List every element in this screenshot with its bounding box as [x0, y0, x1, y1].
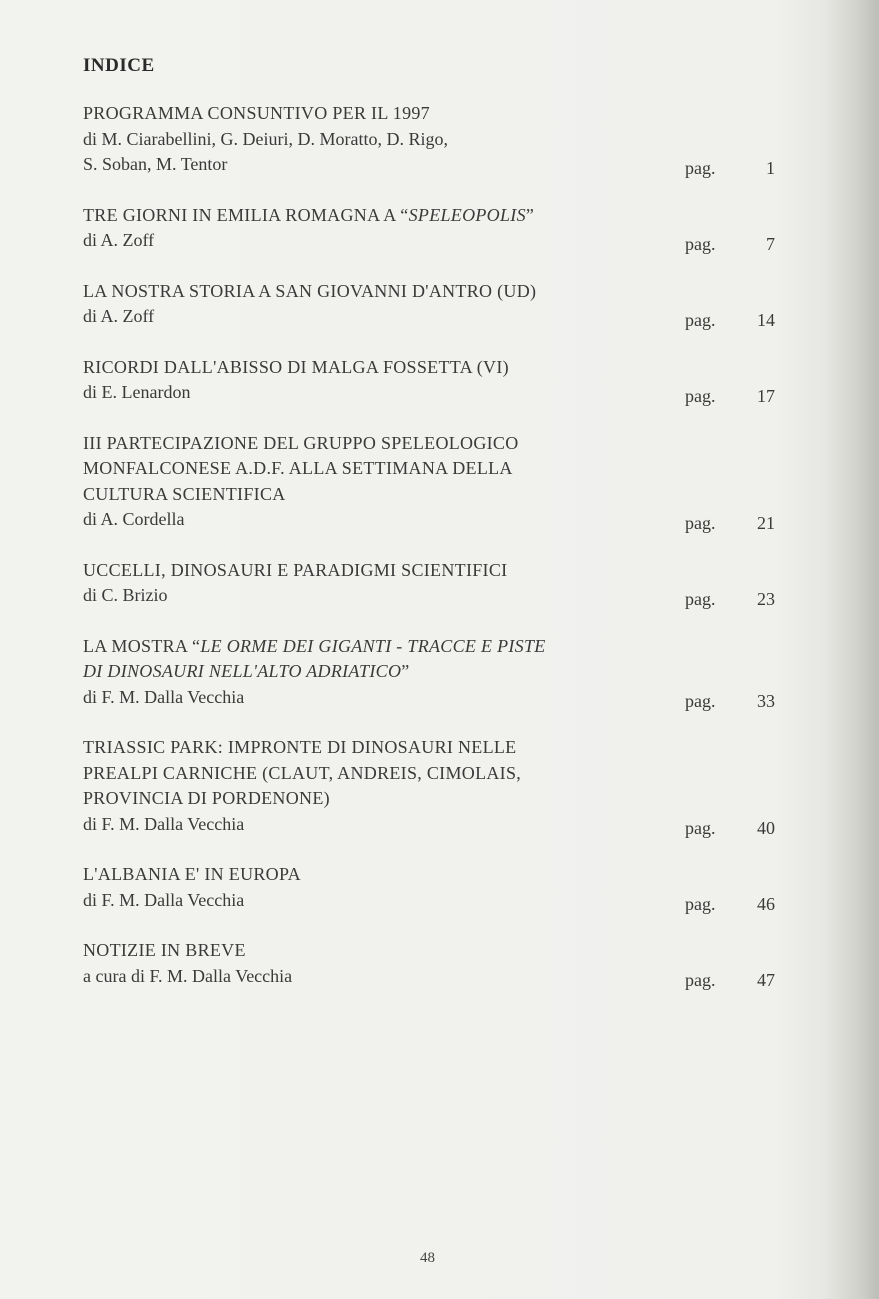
page-label: pag. [685, 969, 716, 990]
entry-title: III PARTECIPAZIONE DEL GRUPPO SPELEOLOGICO [83, 432, 519, 453]
title-text: ” [525, 204, 535, 225]
toc-entry [83, 431, 775, 533]
entry-title: MONFALCONESE A.D.F. ALLA SETTIMANA DELLA [83, 458, 513, 478]
entry-title: UCCELLI, DINOSAURI E PARADIGMI SCIENTIFICI [83, 559, 508, 580]
index-heading: INDICE [83, 55, 155, 76]
page-number: 23 [757, 589, 775, 609]
entry-title: PREALPI CARNICHE (CLAUT, ANDREIS, CIMOLAIS, [83, 762, 522, 783]
title-italic-text: SPELEOPOLIS [408, 204, 526, 225]
page-number: 7 [766, 234, 775, 254]
page-number: 1 [766, 158, 775, 178]
entry-author: di A. Zoff [83, 306, 155, 326]
page-number: 46 [757, 893, 775, 914]
entry-title: TRIASSIC PARK: IMPRONTE DI DINOSAURI NELLE [83, 737, 517, 757]
entry-author: a cura di F. M. Dalla Vecchia [83, 965, 293, 986]
toc-entry [83, 634, 775, 711]
entry-author: S. Soban, M. Tentor [83, 154, 228, 174]
title-italic-text: DI DINOSAURI NELL'ALTO ADRIATICO [83, 661, 402, 681]
page-number: 40 [757, 817, 775, 838]
title-text: ” [401, 661, 410, 681]
toc-entry [83, 862, 775, 913]
page-label: pag. [685, 589, 716, 609]
entry-title: NOTIZIE IN BREVE [83, 940, 246, 960]
entry-title: PROVINCIA DI PORDENONE) [83, 788, 330, 808]
page-label: pag. [685, 310, 716, 330]
entry-title [83, 659, 775, 685]
entry-author: di E. Lenardon [83, 382, 191, 402]
page-number: 33 [757, 690, 775, 711]
entry-author: di C. Brizio [83, 585, 168, 605]
entry-title: CULTURA SCIENTIFICA [83, 483, 286, 504]
toc-entry [83, 938, 775, 989]
title-text: TRE GIORNI IN EMILIA ROMAGNA A “ [83, 204, 409, 225]
toc-entry [83, 735, 775, 837]
page-number: 21 [757, 513, 775, 533]
page-number: 47 [757, 969, 775, 990]
toc-entry [83, 101, 775, 178]
entry-title: L'ALBANIA E' IN EUROPA [83, 864, 301, 884]
entry-author: di A. Cordella [83, 509, 185, 529]
entry-author: di F. M. Dalla Vecchia [83, 889, 245, 910]
page-label: pag. [685, 690, 716, 711]
toc-entry [83, 355, 775, 406]
page-number: 14 [757, 310, 775, 330]
entry-author: di M. Ciarabellini, G. Deiuri, D. Moratto, D. Rigo, [83, 128, 448, 149]
entry-title: RICORDI DALL'ABISSO DI MALGA FOSSETTA (VI) [83, 356, 509, 377]
entry-author: di A. Zoff [83, 230, 155, 250]
page-label: pag. [685, 817, 716, 838]
entry-title: PROGRAMMA CONSUNTIVO PER IL 1997 [83, 103, 430, 123]
page-label: pag. [685, 234, 716, 254]
toc-entry [83, 279, 775, 330]
entry-author: di F. M. Dalla Vecchia [83, 686, 245, 707]
title-text: LA MOSTRA “ [83, 635, 201, 656]
page-number-footer: 48 [420, 1250, 435, 1266]
table-of-contents [83, 101, 775, 1014]
title-italic-text: LE ORME DEI GIGANTI - TRACCE E PISTE [200, 635, 546, 656]
entry-title [83, 634, 775, 660]
entry-title: LA NOSTRA STORIA A SAN GIOVANNI D'ANTRO (UD) [83, 280, 537, 301]
entry-author: di F. M. Dalla Vecchia [83, 813, 245, 834]
entry-title [83, 203, 775, 229]
toc-entry [83, 558, 775, 609]
page-label: pag. [685, 386, 716, 406]
page-label: pag. [685, 513, 716, 533]
toc-entry [83, 203, 775, 254]
page-label: pag. [685, 158, 716, 178]
page-number: 17 [757, 386, 775, 406]
page-label: pag. [685, 893, 716, 914]
